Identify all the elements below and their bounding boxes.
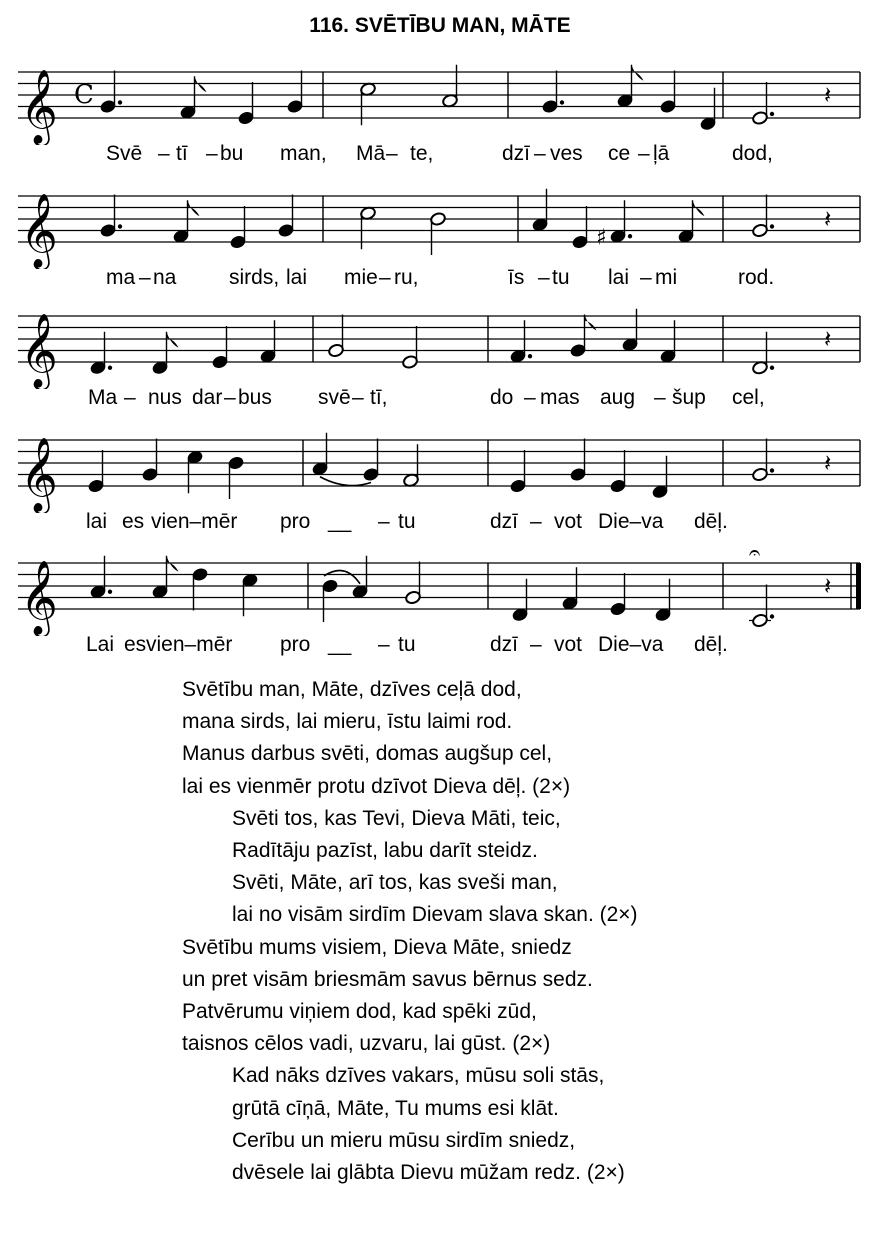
slur [320,477,371,486]
note [187,450,204,493]
lyric-syllable: Die–va [598,510,664,533]
note [403,444,420,487]
verse-line: lai es vienmēr protu dzīvot Dieva dēļ. (2×) [182,774,571,798]
verse-line: lai no visām sirdīm Dievam slava skan. (2×) [232,903,638,927]
note [238,82,255,125]
note [242,573,259,616]
lyric-syllable: Svē [106,142,143,165]
lyric-syllable: ru, [394,266,419,289]
lyric-syllable: pro [280,510,311,533]
lyric-syllable: Lai [86,633,115,656]
note [512,579,529,622]
lyric-syllable: – [206,142,218,165]
lyric-syllable: ļā [653,142,670,165]
lyric-syllable: lai [608,266,630,289]
verse-line: Svētību mums visiem, Dieva Māte, sniedz [182,935,572,959]
lyric-syllable: mi [655,266,678,289]
note [430,212,447,255]
lyric-syllable: na [153,266,177,289]
note [260,320,277,363]
lyric-syllable: pro [280,633,311,656]
verse-line: Cerību un mieru mūsu sirdīm sniedz, [232,1128,576,1152]
note [142,439,159,482]
lyric-syllable: – [224,386,236,409]
lyric-syllable: – [378,510,390,533]
music-system-5 [18,541,863,666]
lyrics-line [18,266,863,296]
note [532,189,549,232]
note [655,579,672,622]
note [402,326,419,369]
treble-clef-icon: 𝄞 [20,194,58,268]
lyric-syllable: – [386,142,398,165]
note [749,585,774,628]
lyric-syllable: dod, [732,142,773,165]
note [678,200,705,243]
lyric-syllable: – [530,633,542,656]
lyric-syllable: aug [600,386,636,409]
note [152,332,179,375]
note [287,71,304,114]
note [622,309,639,352]
note [192,567,209,610]
note [610,450,627,493]
verse-line: Svētību man, Māte, dzīves ceļā dod, [182,678,522,701]
lyric-syllable: cel, [732,386,765,409]
lyric-syllable: te, [410,142,434,165]
lyric-syllable: ce [608,142,631,165]
note [617,65,644,108]
note [278,195,295,238]
note [572,206,589,249]
note [173,200,200,243]
lyric-syllable: es [124,633,147,656]
music-system-4 [18,418,863,543]
lyric-syllable: lai [86,510,108,533]
lyric-syllable: – [638,142,650,165]
note [542,71,565,114]
lyric-syllable: – [640,266,652,289]
quarter-rest-icon: 𝄽 [824,81,832,109]
note [752,82,775,125]
lyric-syllable: Die–va [598,633,664,656]
lyric-syllable: – [379,266,391,289]
lyric-syllable: rod. [738,266,775,289]
note [510,320,533,363]
lyric-syllable: ves [550,142,583,165]
lyric-syllable: bu [220,142,244,165]
note [328,315,345,358]
lyric-syllable: īs [508,266,525,289]
lyrics-line [18,142,863,172]
note [363,439,380,482]
note [442,65,459,108]
lyric-syllable: man, [280,142,327,165]
note [360,82,377,125]
music-system-2 [18,174,863,299]
lyric-syllable: es [122,510,145,533]
lyric-syllable: Mā [356,142,386,165]
page-title: 116. SVĒTĪBU MAN, MĀTE [309,14,571,37]
lyric-syllable: – [524,386,536,409]
note [570,315,597,358]
lyric-syllable: – [352,386,364,409]
lyric-syllable: tī, [370,386,388,409]
note [180,76,207,119]
note [230,206,247,249]
staff [18,541,863,636]
verse-line: Manus darbus svēti, domas augšup cel, [182,742,553,766]
treble-clef-icon: 𝄞 [20,70,58,144]
lyric-syllable: – [158,142,170,165]
fermata-icon: 𝄐 [749,541,761,564]
lyric-syllable: – [139,266,151,289]
note [562,567,579,610]
note [152,556,179,599]
staff [18,418,863,513]
note [322,579,339,622]
treble-clef-icon: 𝄞 [20,438,58,512]
lyric-syllable: – [538,266,550,289]
lyric-syllable: Ma [88,386,118,409]
lyrics-line [18,386,863,416]
verse-line: grūtā cīņā, Māte, Tu mums esi klāt. [232,1096,559,1120]
note [88,450,105,493]
verse-line: Patvērumu viņiem dod, kad spēki zūd, [182,1000,537,1024]
note [228,456,245,499]
lyric-syllable: bus [238,386,272,409]
note [752,195,775,238]
lyric-syllable: lai [286,266,308,289]
staff [18,50,863,145]
note [90,556,113,599]
note [660,320,677,363]
note [90,332,113,375]
staff [18,174,863,269]
quarter-rest-icon: 𝄽 [824,449,832,477]
quarter-rest-icon: 𝄽 [824,325,832,353]
lyric-syllable: mie [344,266,378,289]
note [570,439,587,482]
verse-line: Svēti tos, kas Tevi, Dieva Māti, teic, [232,806,561,830]
note [652,456,669,499]
lyric-syllable: dēļ. [694,633,728,656]
lyric-syllable: dzī [490,510,519,533]
lyric-syllable: dzī [502,142,531,165]
staff [18,294,863,389]
lyric-syllable: vot [554,510,583,533]
lyric-syllable: šup [672,386,706,409]
final-barline-thick [856,563,861,609]
note [752,439,775,482]
verse-line: Svēti, Māte, arī tos, kas sveši man, [232,871,558,895]
lyric-syllable: __ [328,633,352,656]
note [212,326,229,369]
verse-line: Radītāju pazīst, labu darīt steidz. [232,839,538,863]
lyric-syllable: tu [398,633,416,656]
verse-line: taisnos cēlos vadi, uzvaru, lai gūst. (2×) [182,1032,551,1056]
treble-clef-icon: 𝄞 [20,314,58,388]
music-system-1 [18,50,863,175]
note [752,332,775,375]
lyrics-line [18,633,863,663]
verse-line: Kad nāks dzīves vakars, mūsu soli stās, [232,1064,605,1088]
lyric-syllable: tī [176,142,188,165]
lyric-syllable: do [490,386,514,409]
lyric-syllable: __ [328,510,352,533]
sharp-icon: ♯ [596,225,607,251]
time-signature: C [74,80,94,110]
lyric-syllable: vot [554,633,583,656]
quarter-rest-icon: 𝄽 [824,572,832,600]
note [100,195,123,238]
note [360,206,377,249]
lyric-syllable: vien–mēr [146,633,233,656]
note [312,433,329,476]
lyric-syllable: dar [192,386,223,409]
lyric-syllable: nus [148,386,182,409]
lyric-syllable: – [654,386,666,409]
lyric-syllable: – [124,386,136,409]
music-system-3 [18,294,863,419]
lyric-syllable: – [530,510,542,533]
treble-clef-icon: 𝄞 [20,561,58,635]
lyrics-line [18,510,863,540]
note [100,71,123,114]
lyric-syllable: – [534,142,546,165]
lyric-syllable: dzī [490,633,519,656]
lyric-syllable: vien–mēr [151,510,238,533]
verse-line: un pret visām briesmām savus bērnus sedz. [182,967,593,991]
lyric-syllable: svē [318,386,351,409]
lyric-syllable: tu [398,510,416,533]
note [660,71,677,114]
lyric-syllable: dēļ. [694,510,728,533]
quarter-rest-icon: 𝄽 [824,205,832,233]
note [510,450,527,493]
verses-text [182,674,638,1189]
note [610,573,627,616]
note [405,562,422,605]
verse-line: dvēsele lai glābta Dievu mūžam redz. (2×) [232,1161,625,1185]
lyric-syllable: tu [552,266,570,289]
lyric-syllable: sirds, [229,266,280,289]
verse-line: mana sirds, lai mieru, īstu laimi rod. [182,710,513,734]
lyric-syllable: mas [540,386,580,409]
note [700,88,717,131]
lyric-syllable: – [378,633,390,656]
lyric-syllable: ma [106,266,136,289]
